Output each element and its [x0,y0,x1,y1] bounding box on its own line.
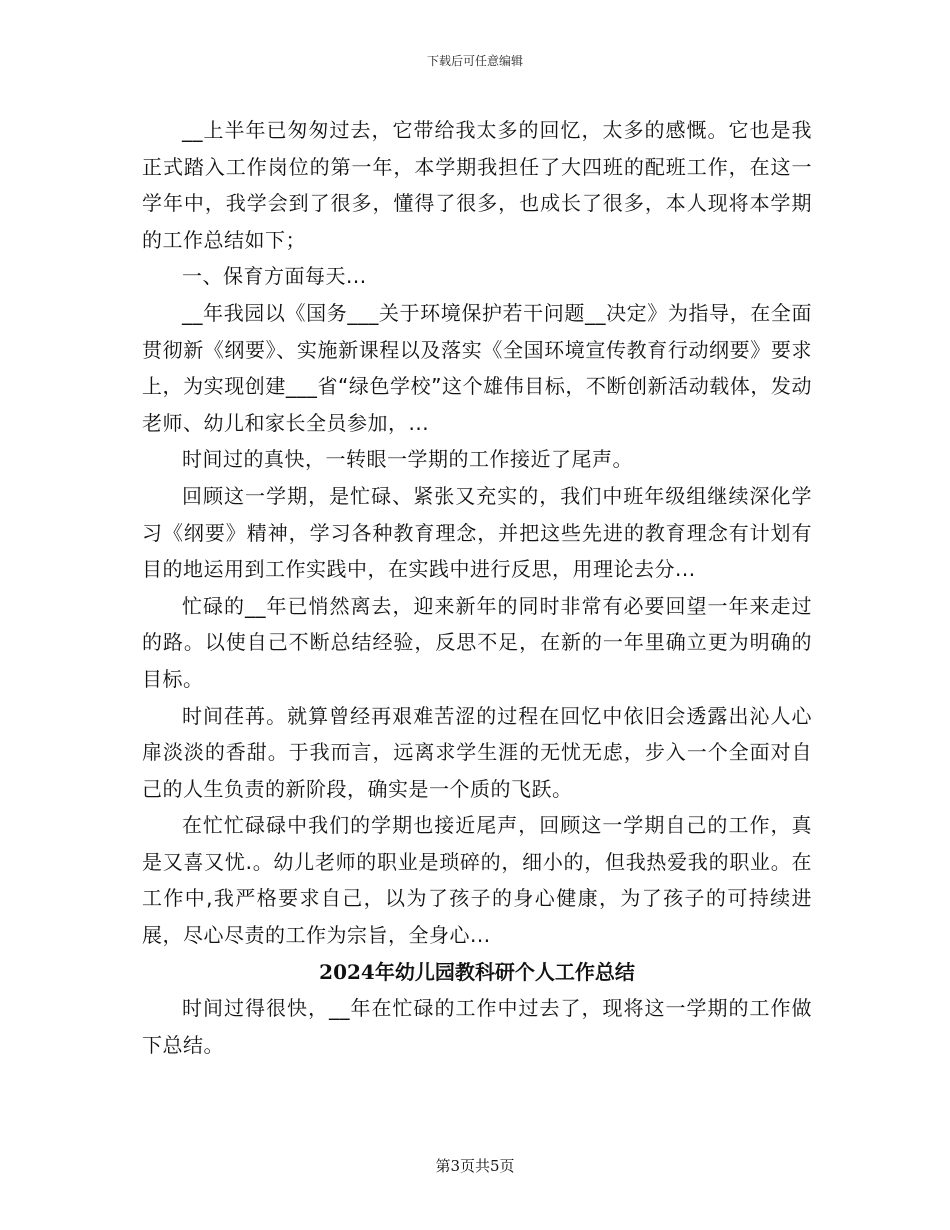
paragraph: 一、保育方面每天... [182,264,367,289]
document-body [142,112,812,1063]
paragraph: 时间荏苒。就算曾经再艰难苦涩的过程在回忆中依旧会透露出沁人心扉淡淡的香甜。于我而言，远离求学生涯的无忧无虑，步入一个全面对自己的人生负责的新阶段，确实是一个质的飞跃。 [142,703,812,801]
paragraph: __上半年已匆匆过去，它带给我太多的回忆，太多的感慨。它也是我正式踏入工作岗位的第一年，本学期我担任了大四班的配班工作，在这一学年中，我学会到了很多，懂得了很多，也成长了很多，本人现将本学期的工作总结如下； [142,118,812,252]
paragraph: 忙碌的__年已悄然离去，迎来新年的同时非常有必要回望一年来走过的路。以使自己不断总结经验，反思不足，在新的一年里确立更为明确的目标。 [142,593,812,691]
page-header: 下载后可任意编辑 [426,54,523,68]
paragraph: 时间过得很快，__年在忙碌的工作中过去了，现将这一学期的工作做下总结。 [142,996,812,1057]
section-title: 2024年幼儿园教科研个人工作总结 [319,959,635,984]
paragraph: 回顾这一学期，是忙碌、紧张又充实的，我们中班年级组继续深化学习《纲要》精神，学习各种教育理念，并把这些先进的教育理念有计划有目的地运用到工作实践中，在实践中进行反思，用理论去分... [142,483,812,582]
paragraph: 时间过的真快，一转眼一学期的工作接近了尾声。 [182,447,633,472]
paragraph: __年我园以《国务___关于环境保护若干问题__决定》为指导，在全面贯彻新《纲要》、实施新课程以及落实《全国环境宣传教育行动纲要》要求上，为实现创建___省“绿色学校”这个雄伟目标，不断创新活动载体，发动老师、幼儿和家长全员参加，... [142,300,812,435]
page-number: 第3页共5页 [435,1157,515,1175]
paragraph: 在忙忙碌碌中我们的学期也接近尾声，回顾这一学期自己的工作，真是又喜又忧.。幼儿老师的职业是琐碎的，细小的，但我热爱我的职业。在工作中,我严格要求自己，以为了孩子的身心健康，为了孩子的可持续进展，尽心尽责的工作为宗旨，全身心... [142,813,812,948]
